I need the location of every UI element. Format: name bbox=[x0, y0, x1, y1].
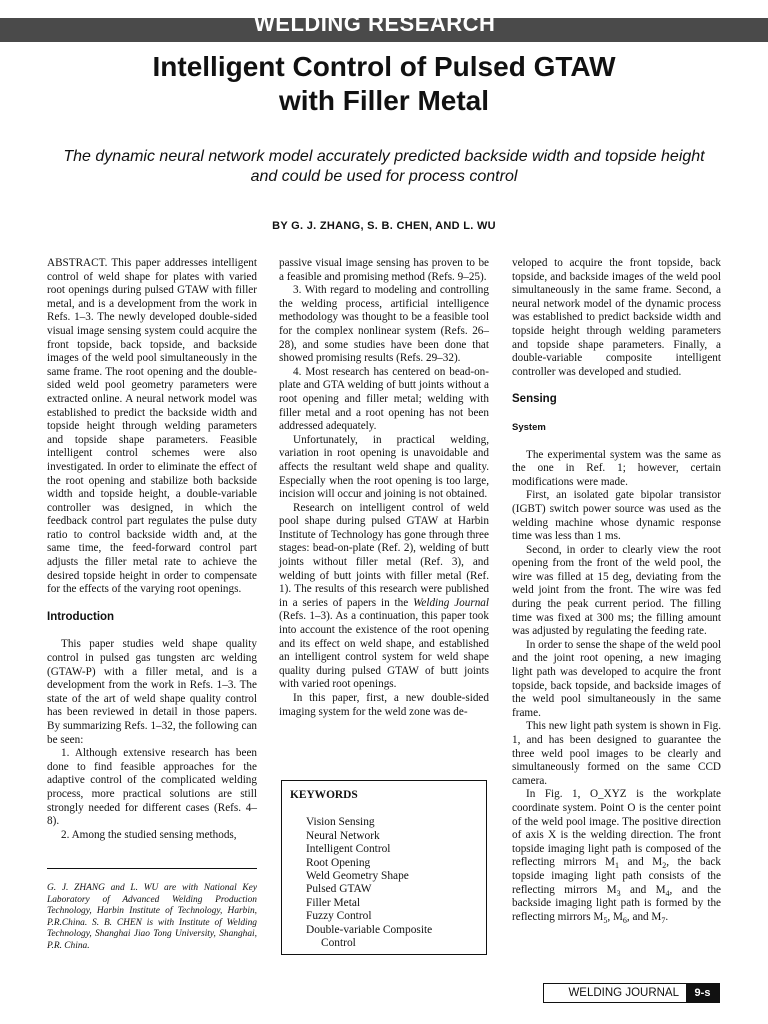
keywords-title: KEYWORDS bbox=[290, 789, 358, 801]
section-label: WELDING RESEARCH bbox=[254, 11, 496, 36]
col3-paragraph-3: First, an isolated gate bipolar transistor (IGBT) switch power source was used as the welding machine whose dynamic response time was less than 1 ms. bbox=[512, 489, 721, 543]
keyword-item: Neural Network bbox=[306, 829, 380, 842]
column-3 bbox=[512, 257, 721, 924]
col3-paragraph-6: This new light path system is shown in Fig. 1, and has been designed to guarantee the three weld pool images to be clearly and simultaneously formed on the same CCD camera. bbox=[512, 720, 721, 787]
col2-paragraph-4: Unfortunately, in practical welding, variation in root opening is unavoidable and affects the resultant weld shape and quality. Especially when the root opening is too large, incision will occur and joining is not obtained. bbox=[279, 433, 489, 501]
journal-name: Welding Journal bbox=[413, 596, 489, 609]
col2-paragraph-2: 3. With regard to modeling and controlling the welding process, artificial intelligence methodology was thought to be a feasible tool for the complex nonlinear system (Refs. 26–28), and some studies have been done that showed promising results (Refs. 29–32). bbox=[279, 284, 489, 365]
article-title bbox=[0, 50, 768, 118]
column-2 bbox=[279, 257, 489, 719]
col3-paragraph-5: In order to sense the shape of the weld pool and the joint root opening, a new imaging light path was developed to acquire the front topside, back topside, and backside images of the weld pool simultaneously in the same frame. bbox=[512, 638, 721, 719]
keywords-list bbox=[290, 816, 478, 950]
subheading-system: System bbox=[512, 421, 546, 433]
keyword-item: Fuzzy Control bbox=[306, 910, 372, 923]
byline: BY G. J. ZHANG, S. B. CHEN, AND L. WU bbox=[272, 220, 496, 232]
keyword-item: Intelligent Control bbox=[306, 843, 391, 856]
title-line-1: Intelligent Control of Pulsed GTAW bbox=[152, 51, 616, 82]
page-footer bbox=[543, 983, 720, 1003]
heading-introduction: Introduction bbox=[47, 610, 115, 623]
keyword-item: Root Opening bbox=[306, 856, 371, 869]
page-number: 9-s bbox=[686, 984, 719, 1002]
article-subtitle: The dynamic neural network model accurately predicted backside width and topside height and could be used for process control bbox=[63, 148, 705, 185]
col3-paragraph-4: Second, in order to clearly view the root opening from the front of the weld pool, the wire was filled at 15 deg, deviating from the weld joint from the front. The wire was fed during the peak current period. The filling time was fixed at 300 ms; the filling amount was adjusted by regulating the feeding rate. bbox=[512, 543, 721, 638]
keywords-box bbox=[281, 780, 487, 955]
col2-paragraph-6: In this paper, first, a new double-sided imaging system for the weld zone was de- bbox=[279, 692, 489, 718]
keyword-item: Vision Sensing bbox=[306, 816, 375, 829]
abstract: ABSTRACT. This paper addresses intelligent control of weld shape for plates with varied root openings during pulsed GTAW with filler metal, and is a development from the work in Refs. 1–3. The newly developed double-sided visual image sensing system could acquire the front topside, back topside, and backside images of the weld pool simultaneously in the same frame. The root opening and the double-sided weld pool geometry parameters were extracted online. A neural network model was established to predict the backside width and topside height through welding parameters and topside shape parameters. Feasible intelligent control schemes were also investigated. In order to eliminate the effect of the root opening and stabilize both backside width and topside height, a double-variable controller was designed, in which the feedback control part regulates the pulse duty ratio to control backside width and, at the same time, the feed-forward control part adjusts the filler metal rate to achieve the desired topside height in order to compensate for the effects of the varying root openings. bbox=[47, 257, 257, 596]
author-affiliation: G. J. ZHANG and L. WU are with National Key Laboratory of Advanced Welding Production Technology, Harbin Institute of Technology, Harbin, P.R.China. S. B. CHEN is with Institute of Welding Technology, Shanghai Jiao Tong University, Shanghai, P.R. China. bbox=[47, 883, 257, 951]
intro-paragraph-1: This paper studies weld shape quality control in pulsed gas tungsten arc welding (GTAW-P) with a filler metal, and is a development from the work in Refs. 1–3. The state of the art of weld shape quality control has been reviewed in detail in those papers. By summarizing Refs. 1–32, the following can be seen: bbox=[47, 638, 257, 746]
col2-paragraph-3: 4. Most research has centered on bead-on-plate and GTA welding of butt joints without a root opening and filler metal; welding with filler metal and a root opening has not been addressed adequately. bbox=[279, 365, 489, 433]
keyword-item: Filler Metal bbox=[306, 896, 361, 909]
intro-paragraph-2: 1. Although extensive research has been done to find feasible approaches for the adaptive control of the complicated welding process, more practical solutions are still strongly needed for different cases (Refs. 4–8). bbox=[47, 747, 257, 828]
title-line-2: with Filler Metal bbox=[278, 85, 490, 116]
column-1 bbox=[47, 257, 257, 842]
keyword-item: Weld Geometry Shape bbox=[306, 870, 409, 883]
keyword-item: Pulsed GTAW bbox=[306, 883, 372, 896]
affiliation-divider bbox=[47, 868, 257, 869]
col3-paragraph-1: veloped to acquire the front topside, back topside, and backside images of the weld pool simultaneously in the same frame. Second, a neural network model of the dynamic process was established to predict backside width and topside height through welding parameters and topside shape parameters. Finally, a double-variable composite intelligent controller was developed and studied. bbox=[512, 257, 721, 378]
col3-paragraph-7: In Fig. 1, O_XYZ is the workplate coordinate system. Point O is the center point of the weld pool image. The positive direction of axis X is the welding direction. The front topside imaging light path is composed of the reflecting mirrors $M_1$ and $M_2$, the back topside imaging light path consists of the reflecting mirrors $M_3$ and $M_4$, and the backside imaging light path is formed by the reflecting mirrors $M_5$, $M_6$, and $M_7$. bbox=[512, 788, 722, 925]
heading-sensing: Sensing bbox=[512, 393, 557, 406]
keyword-item: Control bbox=[321, 937, 356, 950]
col3-paragraph-2: The experimental system was the same as the one in Ref. 1; however, certain modifications were made. bbox=[512, 448, 721, 488]
keyword-item: Double-variable Composite bbox=[306, 923, 433, 936]
col2-paragraph-5: Research on intelligent control of weld pool shape during pulsed GTAW at Harbin Institute of Technology has gone through three stages: bead-on-plate (Ref. 2), welding of butt joints without filler metal (Ref. 3), and welding of butt joints with filler metal (Ref. 1). The results of this research were published in a series of papers in the Welding Journal (Refs. 1–3). As a continuation, this paper took into account the existence of the root opening and its effect on weld shape, and established an intelligent control system for weld shape quality during pulsed GTAW of butt joints with varied root openings. bbox=[279, 501, 489, 691]
footer-journal-name: WELDING JOURNAL bbox=[568, 987, 679, 999]
col2-paragraph-1: passive visual image sensing has proven to be a feasible and promising method (Refs. 9–25). bbox=[279, 257, 489, 283]
intro-paragraph-3: 2. Among the studied sensing methods, bbox=[61, 828, 237, 841]
